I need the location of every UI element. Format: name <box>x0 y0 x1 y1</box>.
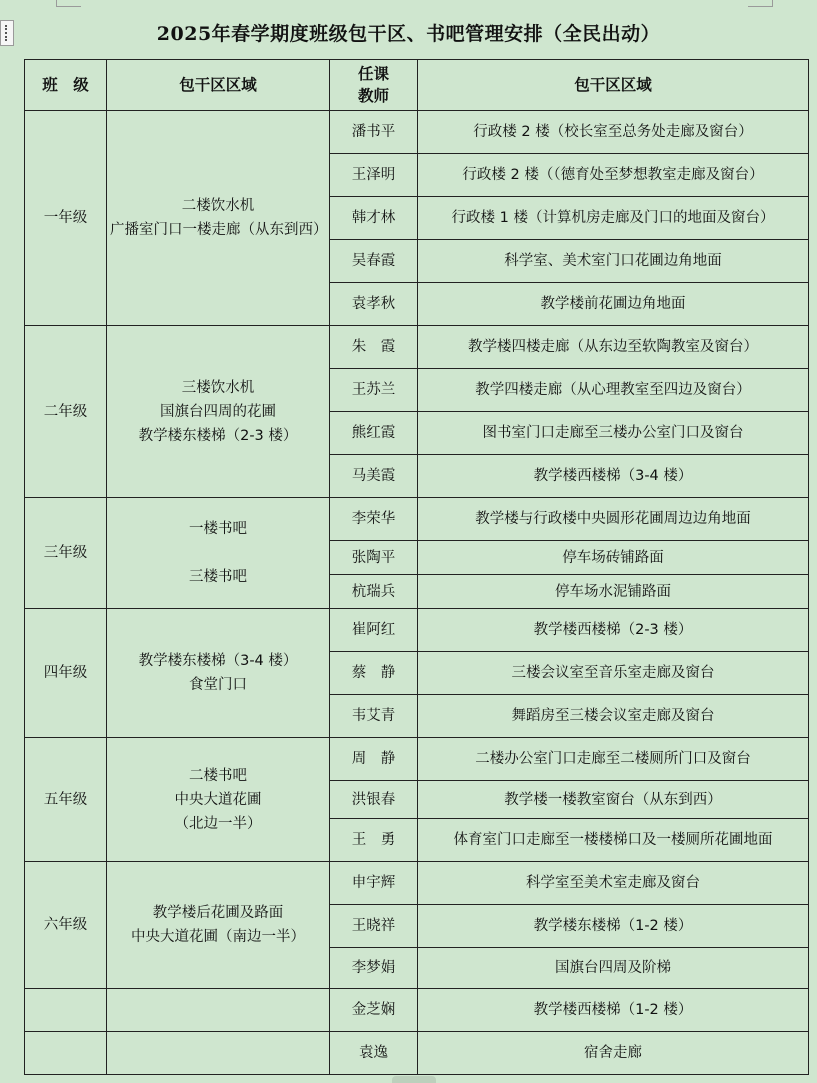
duty-cell: 宿舍走廊 <box>418 1032 809 1075</box>
grade-cell: 六年级 <box>25 862 107 989</box>
page-corner-mark-right <box>748 0 773 7</box>
area-line: 中央大道花圃 <box>174 791 262 808</box>
grade-cell: 一年级 <box>25 111 107 326</box>
duty-cell: 科学室至美术室走廊及窗台 <box>418 862 809 905</box>
duty-cell: 教学楼前花圃边角地面 <box>418 283 809 326</box>
header-grade: 班 级 <box>25 60 107 111</box>
area-line: 三楼饮水机 <box>181 379 255 396</box>
teacher-cell: 王 勇 <box>330 819 418 862</box>
table-body <box>25 111 809 1075</box>
teacher-cell: 袁孝秋 <box>330 283 418 326</box>
duty-cell: 三楼会议室至音乐室走廊及窗台 <box>418 652 809 695</box>
area-line: 广播室门口一楼走廊（从东到西） <box>110 222 328 238</box>
teacher-cell: 王苏兰 <box>330 369 418 412</box>
empty-area-cell <box>107 989 330 1032</box>
teacher-cell: 韦艾青 <box>330 695 418 738</box>
area-line: 二楼书吧 <box>189 767 247 784</box>
area-line: 中央大道花圃（南边一半） <box>131 929 305 945</box>
teacher-cell: 王泽明 <box>330 154 418 197</box>
table-row <box>25 609 809 652</box>
area-cell <box>107 111 330 326</box>
teacher-cell: 王晓祥 <box>330 905 418 948</box>
duty-cell: 行政楼 2 楼（校长室至总务处走廊及窗台） <box>418 111 809 154</box>
teacher-cell: 袁逸 <box>330 1032 418 1075</box>
header-duty: 包干区区域 <box>418 60 809 111</box>
area-line: （北边一半） <box>174 815 262 832</box>
area-line: 教学楼东楼梯（2-3 楼） <box>138 427 298 444</box>
area-cell <box>107 326 330 498</box>
teacher-cell: 李荣华 <box>330 498 418 541</box>
header-teacher-label: 任课教师 <box>357 64 389 105</box>
duty-cell: 停车场水泥铺路面 <box>418 575 809 609</box>
teacher-cell: 熊红霞 <box>330 412 418 455</box>
grade-cell: 五年级 <box>25 738 107 862</box>
duty-cell: 图书室门口走廊至三楼办公室门口及窗台 <box>418 412 809 455</box>
empty-grade-cell <box>25 989 107 1032</box>
teacher-cell: 蔡 静 <box>330 652 418 695</box>
teacher-cell: 张陶平 <box>330 541 418 575</box>
header-teacher <box>330 60 418 111</box>
area-line: 三楼书吧 <box>189 569 247 585</box>
teacher-cell: 潘书平 <box>330 111 418 154</box>
teacher-cell: 申宇辉 <box>330 862 418 905</box>
table-row <box>25 738 809 781</box>
duty-cell: 教学楼西楼梯（2-3 楼） <box>418 609 809 652</box>
document-title: 2025年春学期度班级包干区、书吧管理安排（全民出动） <box>156 23 661 45</box>
teacher-cell: 周 静 <box>330 738 418 781</box>
teacher-cell: 李梦娟 <box>330 948 418 989</box>
area-line: 二楼饮水机 <box>181 198 255 214</box>
duty-cell: 教学楼西楼梯（3-4 楼） <box>418 455 809 498</box>
grade-cell: 三年级 <box>25 498 107 609</box>
teacher-cell: 洪银春 <box>330 781 418 819</box>
duty-cell: 教学楼西楼梯（1-2 楼） <box>418 989 809 1032</box>
page-corner-mark-left <box>56 0 81 7</box>
duty-cell: 国旗台四周及阶梯 <box>418 948 809 989</box>
duty-cell: 教学楼四楼走廊（从东边至软陶教室及窗台） <box>418 326 809 369</box>
area-line: 食堂门口 <box>189 677 247 693</box>
teacher-cell: 韩才林 <box>330 197 418 240</box>
duty-cell: 二楼办公室门口走廊至二楼厕所门口及窗台 <box>418 738 809 781</box>
area-cell <box>107 609 330 738</box>
teacher-cell: 吴春霞 <box>330 240 418 283</box>
duty-cell: 体育室门口走廊至一楼楼梯口及一楼厕所花圃地面 <box>418 819 809 862</box>
table-row <box>25 1032 809 1075</box>
table-row <box>25 326 809 369</box>
area-cell <box>107 862 330 989</box>
duty-cell: 教学楼与行政楼中央圆形花圃周边边角地面 <box>418 498 809 541</box>
grade-cell: 二年级 <box>25 326 107 498</box>
area-cell <box>107 738 330 862</box>
empty-area-cell <box>107 1032 330 1075</box>
area-line: 一楼书吧 <box>189 521 247 537</box>
bottom-scroll-tab[interactable] <box>392 1076 436 1083</box>
grade-cell: 四年级 <box>25 609 107 738</box>
area-cell <box>107 498 330 609</box>
table-row <box>25 989 809 1032</box>
header-row <box>25 60 809 111</box>
duty-cell: 教学楼东楼梯（1-2 楼） <box>418 905 809 948</box>
duty-cell: 科学室、美术室门口花圃边角地面 <box>418 240 809 283</box>
duty-cell: 舞蹈房至三楼会议室走廊及窗台 <box>418 695 809 738</box>
teacher-cell: 金芝娴 <box>330 989 418 1032</box>
duty-table <box>24 59 809 1075</box>
area-line: 国旗台四周的花圃 <box>160 403 276 420</box>
table-row <box>25 498 809 541</box>
empty-grade-cell <box>25 1032 107 1075</box>
area-line: 教学楼后花圃及路面 <box>152 905 284 921</box>
table-row <box>25 111 809 154</box>
duty-cell: 教学楼一楼教室窗台（从东到西） <box>418 781 809 819</box>
area-line <box>110 541 326 565</box>
header-area: 包干区区域 <box>107 60 330 111</box>
duty-cell: 教学四楼走廊（从心理教室至四边及窗台） <box>418 369 809 412</box>
teacher-cell: 朱 霞 <box>330 326 418 369</box>
area-line: 教学楼东楼梯（3-4 楼） <box>138 653 298 669</box>
teacher-cell: 马美霞 <box>330 455 418 498</box>
teacher-cell: 杭瑞兵 <box>330 575 418 609</box>
duty-cell: 停车场砖铺路面 <box>418 541 809 575</box>
duty-cell: 行政楼 1 楼（计算机房走廊及门口的地面及窗台） <box>418 197 809 240</box>
teacher-cell: 崔阿红 <box>330 609 418 652</box>
table-row <box>25 862 809 905</box>
duty-cell: 行政楼 2 楼（（德育处至梦想教室走廊及窗台） <box>418 154 809 197</box>
